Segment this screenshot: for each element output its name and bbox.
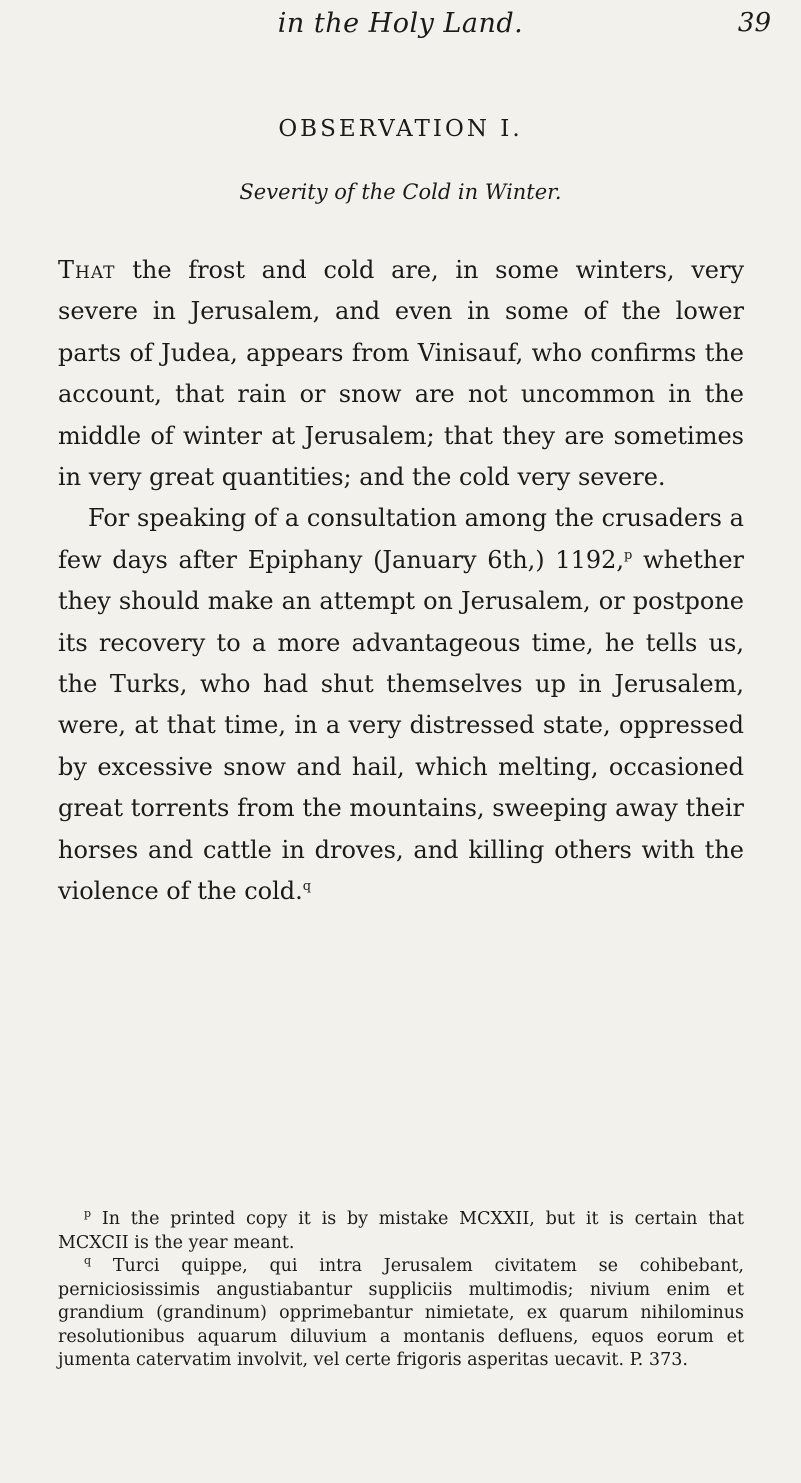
section-subtitle: Severity of the Cold in Winter. (239, 180, 562, 204)
footnote-p (58, 1208, 744, 1255)
paragraph-1 (58, 250, 744, 498)
footnote-q (58, 1255, 744, 1373)
footnote-mark: p (84, 1207, 92, 1221)
footnotes (58, 1208, 744, 1373)
footnote-ref-p[interactable]: p (624, 547, 633, 563)
paragraph-2-text-b: whether they should make an attempt on Jerusalem, or postpone its recovery to a more advantageous time, he tells us, the Turks, who had shut themselves up in Jerusalem, were, at that time, in a very distressed state, oppressed by excessive snow and hail, which melting, occasioned great torrents from the mountains, sweeping away their horses and cattle in droves, and killing others with the violence of the cold. (58, 545, 745, 906)
running-head: in the Holy Land. (277, 8, 524, 39)
footnote-mark: q (84, 1254, 92, 1268)
footnote-text: Turci quippe, qui intra Jerusalem civitatem se cohibebant, perniciosissimis angustiabantur suppliciis multimodis; nivium enim et grandium (grandinum) opprimebantur nimietate, ex quarum nihilominus resolutionibus aquarum diluvium a montanis defluens, equos eorum et jumenta catervatim involvit, vel certe frigoris asperitas uecavit. P. 373. (58, 1256, 744, 1370)
body-text (58, 250, 744, 913)
paragraph-2-text-a: For speaking of a consultation among the crusaders a few days after Epiphany (January 6th,) 1192, (58, 504, 744, 574)
footnote-text: In the printed copy it is by mistake MCXXII, but it is certain that MCXCII is the year meant. (58, 1209, 744, 1253)
page-number: 39 (737, 8, 771, 38)
footnote-ref-q[interactable]: q (302, 879, 312, 895)
section-heading: OBSERVATION I. (278, 116, 523, 142)
paragraph-2 (58, 498, 744, 912)
paragraph-1-text: the frost and cold are, in some winters, very severe in Jerusalem, and even in some of the lower parts of Judea, appears from Vinisauf, who confirms the account, that rain or snow are not uncommon in the middle of winter at Jerusalem; that they are sometimes in very great quantities; and the cold very severe. (58, 256, 744, 492)
paragraph-lead-word: That (58, 256, 116, 284)
